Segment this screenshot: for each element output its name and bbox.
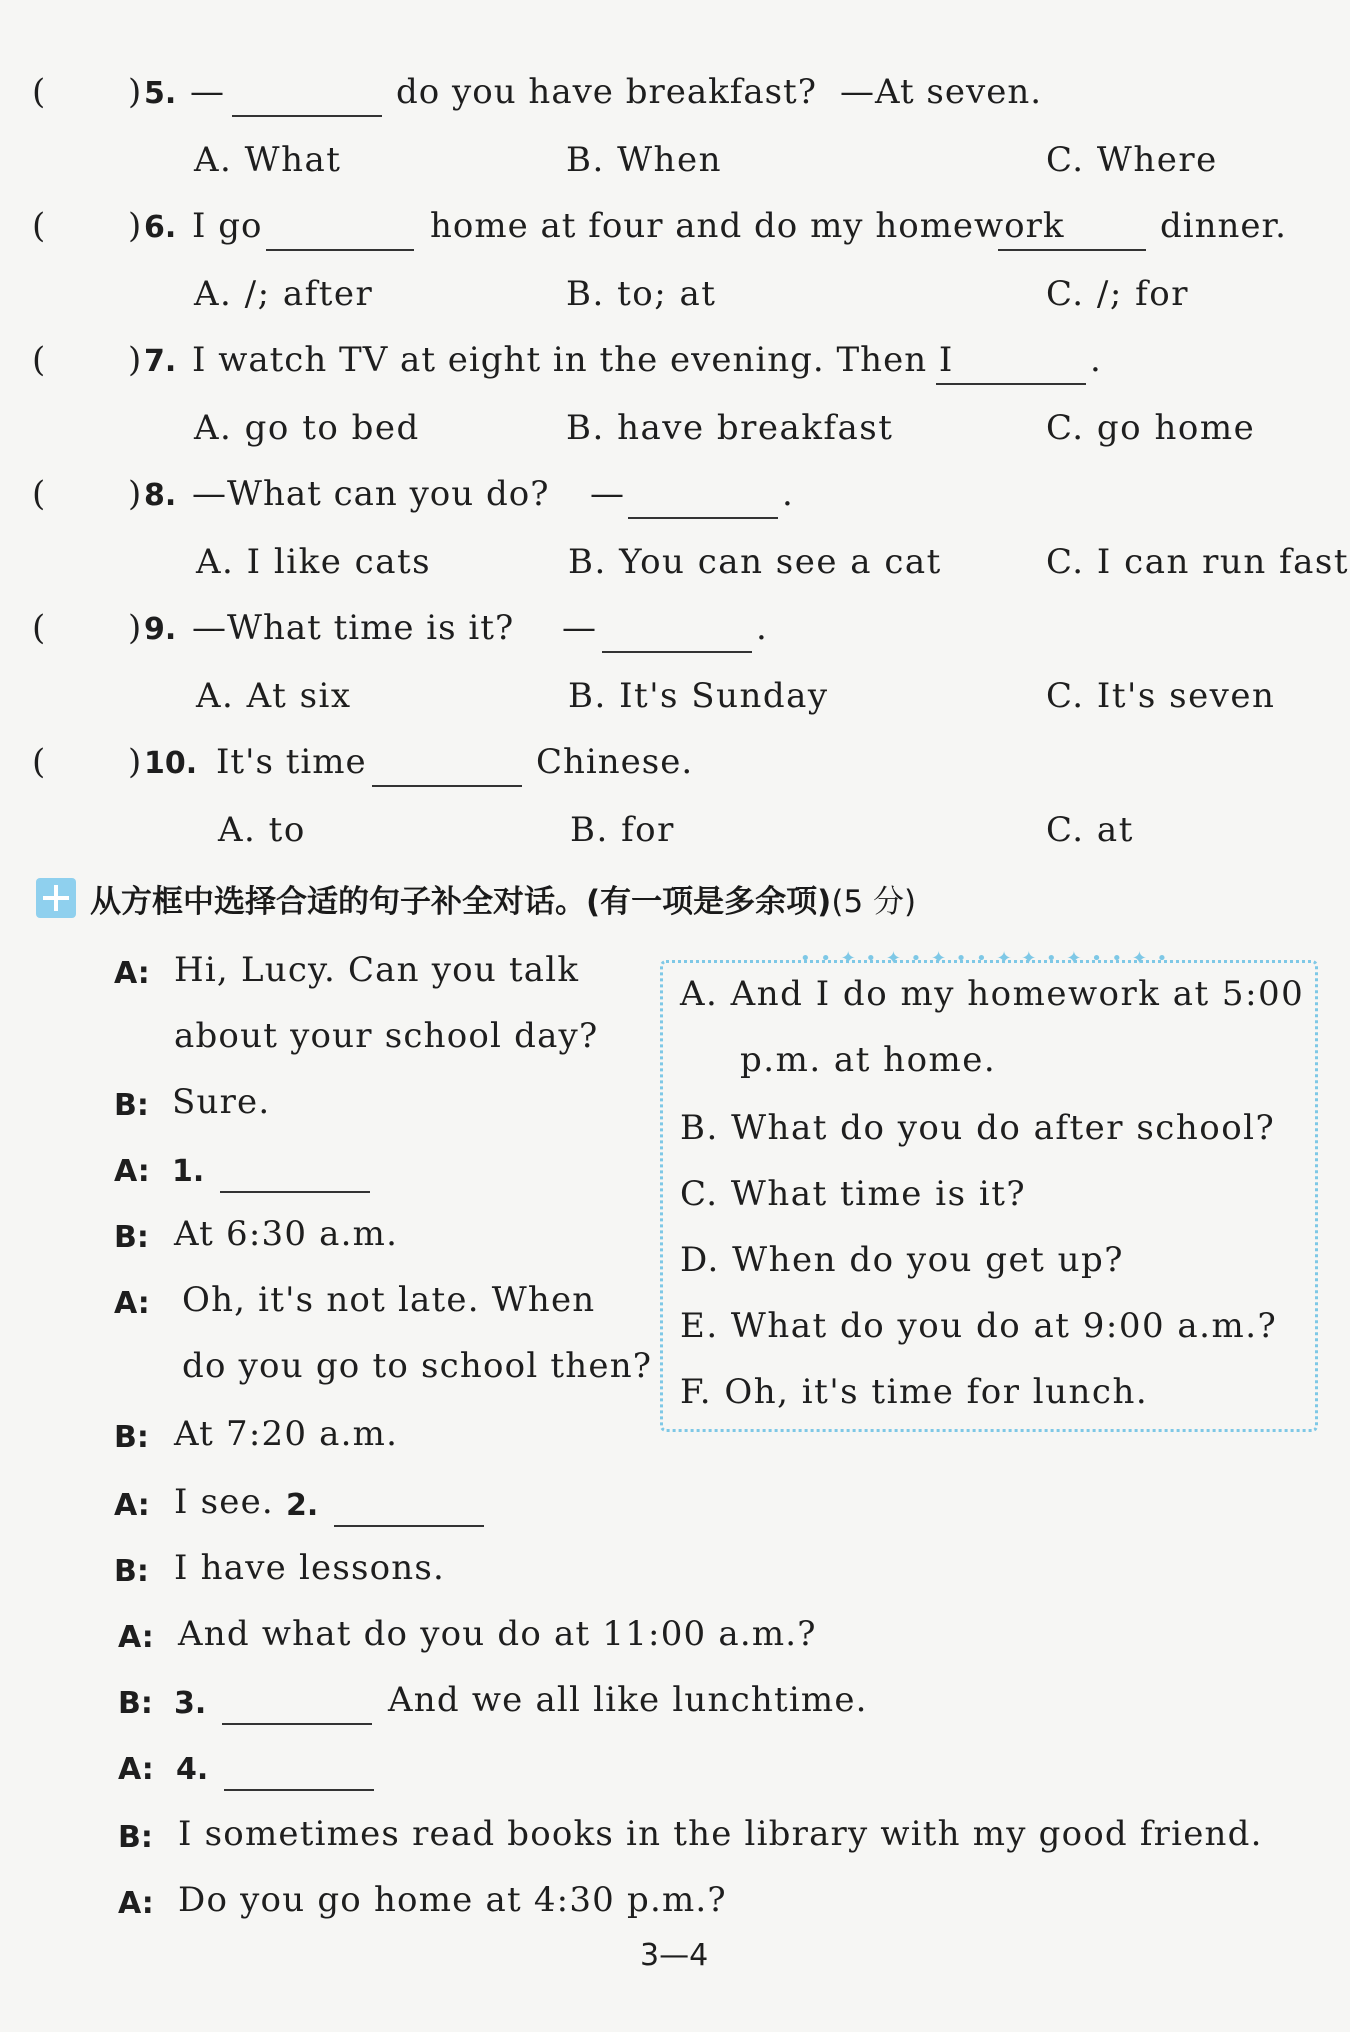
option-b[interactable]: B. for (570, 810, 675, 850)
box-decoration: • • ✦ • ✦ • ✦ • • ✦ ✦ • ✦ • • ✦ • (800, 948, 1170, 969)
question-period: . (1090, 340, 1102, 380)
answer-blank[interactable] (232, 114, 382, 117)
answer-blank[interactable] (936, 382, 1086, 385)
question-text: It's time (216, 742, 367, 782)
choice-a-continued: p.m. at home. (740, 1040, 997, 1080)
question-text: —What time is it? (192, 608, 515, 648)
choice-e[interactable]: E. What do you do at 9:00 a.m.? (680, 1306, 1278, 1346)
answer-blank[interactable] (602, 650, 752, 653)
dialogue-line: Oh, it's not late. When (182, 1280, 596, 1320)
answer-paren-close: ) (128, 72, 143, 112)
answer-blank[interactable] (224, 1788, 374, 1791)
answer-paren-close: ) (128, 206, 143, 246)
option-a[interactable]: A. I like cats (196, 542, 432, 582)
question-period: . (756, 608, 768, 648)
answer-blank[interactable] (222, 1722, 372, 1725)
option-c[interactable]: C. I can run fast (1046, 542, 1349, 582)
question-dash: — (190, 72, 225, 112)
dialogue-line: about your school day? (174, 1016, 599, 1056)
dialogue-line: do you go to school then? (182, 1346, 653, 1386)
blank-number: 2. (286, 1488, 319, 1523)
dialogue-line: Do you go home at 4:30 p.m.? (178, 1880, 727, 1920)
dialogue-line: At 7:20 a.m. (174, 1414, 399, 1454)
speaker-label: B: (118, 1686, 153, 1721)
dialogue-line: Sure. (172, 1082, 271, 1122)
question-number: 9. (144, 612, 177, 647)
question-period: . (782, 474, 794, 514)
speaker-label: A: (114, 1286, 150, 1321)
question-dash: — (562, 608, 597, 648)
question-text: —What can you do? (192, 474, 550, 514)
option-b[interactable]: B. to; at (566, 274, 717, 314)
answer-paren-open: ( (32, 742, 47, 782)
option-b[interactable]: B. When (566, 140, 722, 180)
question-number: 6. (144, 210, 177, 245)
section-heading (90, 876, 916, 921)
blank-number: 1. (172, 1154, 205, 1189)
answer-blank[interactable] (266, 248, 414, 251)
answer-paren-close: ) (128, 742, 143, 782)
question-number: 10. (144, 746, 198, 781)
answer-paren-close: ) (128, 474, 143, 514)
dialogue-line: At 6:30 a.m. (174, 1214, 399, 1254)
section-points: (5 分) (831, 884, 917, 920)
option-a[interactable]: A. to (218, 810, 306, 850)
question-answer-text: —At seven. (840, 72, 1043, 112)
option-a[interactable]: A. go to bed (194, 408, 420, 448)
option-c[interactable]: C. /; for (1046, 274, 1189, 314)
speaker-label: A: (118, 1752, 154, 1787)
page-number: 3—4 (640, 1938, 709, 1973)
speaker-label: A: (114, 1488, 150, 1523)
answer-paren-open: ( (32, 474, 47, 514)
answer-paren-open: ( (32, 340, 47, 380)
question-number: 7. (144, 344, 177, 379)
question-text: I watch TV at eight in the evening. Then I (192, 340, 954, 380)
question-dash: — (590, 474, 625, 514)
blank-number: 3. (174, 1686, 207, 1721)
speaker-label: B: (114, 1420, 149, 1455)
choice-a[interactable]: A. And I do my homework at 5:00 (680, 974, 1305, 1014)
blank-number: 4. (176, 1752, 209, 1787)
answer-paren-close: ) (128, 608, 143, 648)
answer-blank[interactable] (628, 516, 778, 519)
answer-paren-open: ( (32, 206, 47, 246)
option-c[interactable]: C. It's seven (1046, 676, 1276, 716)
speaker-label: B: (118, 1820, 153, 1855)
option-c[interactable]: C. at (1046, 810, 1134, 850)
question-number: 5. (144, 76, 177, 111)
speaker-label: A: (114, 1154, 150, 1189)
answer-blank[interactable] (220, 1190, 370, 1193)
question-number: 8. (144, 478, 177, 513)
answer-paren-close: ) (128, 340, 143, 380)
question-text-end: dinner. (1160, 206, 1287, 246)
option-b[interactable]: B. It's Sunday (568, 676, 829, 716)
speaker-label: A: (118, 1886, 154, 1921)
question-text: home at four and do my homework (430, 206, 1065, 246)
section-title: 从方框中选择合适的句子补全对话。(有一项是多余项) (90, 884, 832, 920)
speaker-label: B: (114, 1088, 149, 1123)
speaker-label: B: (114, 1220, 149, 1255)
dialogue-line: And what do you do at 11:00 a.m.? (178, 1614, 817, 1654)
dialogue-line: I have lessons. (174, 1548, 446, 1588)
plus-section-icon (36, 878, 76, 918)
option-b[interactable]: B. You can see a cat (568, 542, 942, 582)
answer-blank[interactable] (372, 784, 522, 787)
question-text-end: Chinese. (536, 742, 694, 782)
option-a[interactable]: A. At six (196, 676, 352, 716)
choice-d[interactable]: D. When do you get up? (680, 1240, 1125, 1280)
dialogue-line: And we all like lunchtime. (388, 1680, 868, 1720)
dialogue-line: I sometimes read books in the library with my good friend. (178, 1814, 1263, 1854)
dialogue-line: I see. (174, 1482, 274, 1522)
option-c[interactable]: C. Where (1046, 140, 1218, 180)
answer-blank[interactable] (334, 1524, 484, 1527)
answer-blank[interactable] (998, 248, 1146, 251)
speaker-label: A: (118, 1620, 154, 1655)
answer-paren-open: ( (32, 608, 47, 648)
speaker-label: A: (114, 956, 150, 991)
option-a[interactable]: A. What (194, 140, 342, 180)
option-a[interactable]: A. /; after (194, 274, 374, 314)
speaker-label: B: (114, 1554, 149, 1589)
dialogue-line: Hi, Lucy. Can you talk (174, 950, 580, 990)
choice-f[interactable]: F. Oh, it's time for lunch. (680, 1372, 1149, 1412)
choice-b[interactable]: B. What do you do after school? (680, 1108, 1276, 1148)
option-b[interactable]: B. have breakfast (566, 408, 894, 448)
answer-paren-open: ( (32, 72, 47, 112)
question-text-start: I go (192, 206, 263, 246)
choice-c[interactable]: C. What time is it? (680, 1174, 1027, 1214)
option-c[interactable]: C. go home (1046, 408, 1256, 448)
question-text: do you have breakfast? (396, 72, 817, 112)
